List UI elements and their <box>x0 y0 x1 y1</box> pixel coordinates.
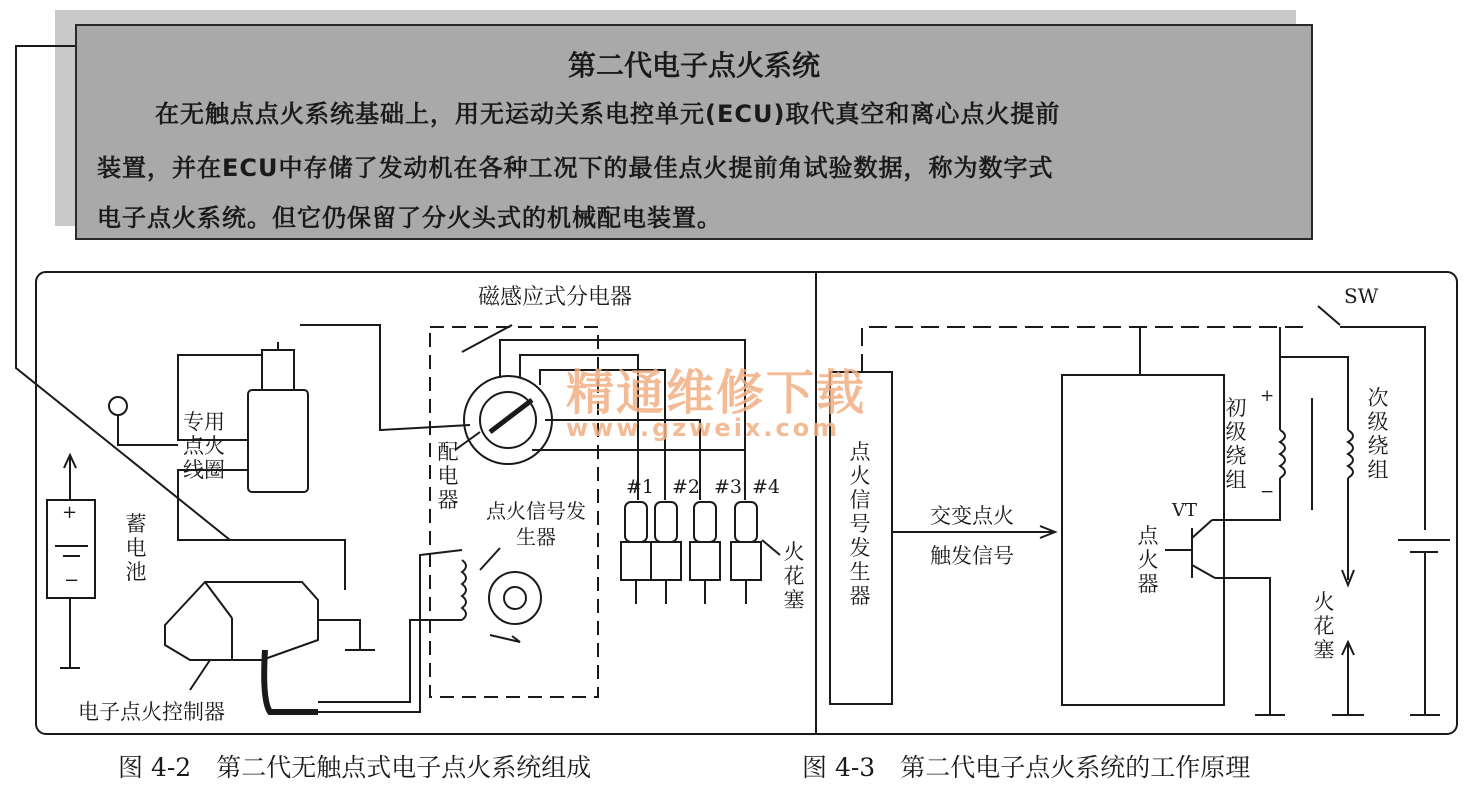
spark-plug-2 <box>651 502 681 604</box>
ignition-switch <box>109 397 127 415</box>
signal-gen-pointer <box>480 548 500 570</box>
battery-right-lead <box>1410 552 1440 715</box>
sw-blade <box>1318 306 1340 325</box>
coil-lead-down <box>178 470 345 590</box>
label-signal-gen: 点火信号发生器 <box>486 499 586 549</box>
label-coil: 专用点火线圈 <box>183 410 225 482</box>
controller-ground <box>318 620 375 650</box>
label-plug-2: #2 <box>672 476 701 498</box>
controller-harness <box>264 650 318 712</box>
coil-body <box>248 390 308 492</box>
reluctor-inner <box>504 587 526 609</box>
controller-body <box>165 582 318 660</box>
label-plug-1: #1 <box>626 476 655 498</box>
pickup-coil <box>462 560 466 620</box>
label-spark-plug-left: 火花塞 <box>783 540 805 612</box>
reluctor-outer <box>489 572 541 624</box>
controller-pointer <box>190 660 210 690</box>
label-distributor: 磁感应式分电器 <box>478 285 633 310</box>
spark-plug-3 <box>690 502 720 604</box>
rotor-arm <box>490 400 532 432</box>
intro-line-3: 电子点火系统。但它仍保留了分火头式的机械配电装置。 <box>97 204 722 232</box>
switch-stem <box>118 415 178 445</box>
label-controller: 电子点火控制器 <box>78 700 225 724</box>
primary-minus: − <box>1260 482 1275 502</box>
label-sw: SW <box>1344 284 1379 308</box>
watermark-url: www.gzweix.com <box>566 414 841 442</box>
intro-line-2: 装置，并在ECU中存储了发动机在各种工况下的最佳点火提前角试验数据，称为数字式 <box>97 154 1054 182</box>
signal-wire-a <box>318 550 462 712</box>
distributor-pointer <box>462 325 512 352</box>
label-vt: VT <box>1172 500 1198 521</box>
label-plug-4: #4 <box>752 476 781 498</box>
intro-title: 第二代电子点火系统 <box>567 49 820 82</box>
label-signal-gen-right: 点火信号发生器 <box>849 440 871 608</box>
label-spark-plug-right: 火花塞 <box>1313 590 1335 662</box>
secondary-top <box>1280 357 1348 430</box>
primary-plus: + <box>1260 386 1275 406</box>
coil-cap <box>262 350 294 390</box>
primary-winding <box>1280 430 1285 478</box>
caption-left: 图 4-2 第二代无触点式电子点火系统组成 <box>118 753 592 782</box>
label-primary: 初级绕组 <box>1225 396 1247 492</box>
ht-lead <box>300 325 470 430</box>
switch-dashed-line <box>862 327 1308 372</box>
controller-edge <box>205 582 232 618</box>
battery-plus: + <box>62 502 78 523</box>
signal-wire-b <box>318 620 462 702</box>
label-igniter: 点火器 <box>1137 524 1159 596</box>
label-signal-line-1: 交变点火 <box>930 504 1014 528</box>
vt-collector <box>1192 520 1212 538</box>
label-signal-line-2: 触发信号 <box>930 544 1014 568</box>
label-rotor: 配电器 <box>437 440 459 512</box>
label-plug-3: #3 <box>714 476 743 498</box>
reluctor-arrow <box>490 635 520 642</box>
secondary-winding <box>1348 430 1353 478</box>
battery-minus: − <box>64 570 80 591</box>
intro-line-1: 在无触点点火系统基础上，用无运动关系电控单元(ECU)取代真空和离心点火提前 <box>155 100 1061 128</box>
spark-plug-pointer <box>762 540 780 555</box>
vt-emitter <box>1192 565 1215 578</box>
spark-plug-4 <box>731 502 761 604</box>
vt-ground <box>1215 578 1285 715</box>
caption-right: 图 4-3 第二代电子点火系统的工作原理 <box>802 753 1251 782</box>
watermark-title: 精通维修下载 <box>566 365 867 421</box>
label-secondary: 次级绕组 <box>1367 386 1389 482</box>
battery-bottom-lead <box>60 598 80 668</box>
spark-plug-1 <box>621 502 651 604</box>
spark-ground <box>1332 642 1364 715</box>
label-battery: 蓄电池 <box>125 512 147 584</box>
